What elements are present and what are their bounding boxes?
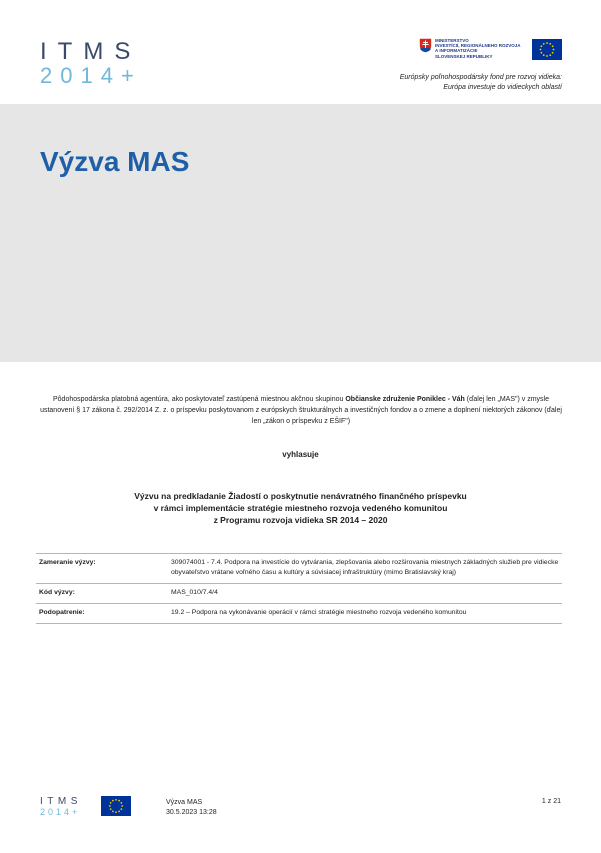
table-row xyxy=(36,584,562,604)
organization-name: Občianske združenie Poniklec - Váh xyxy=(345,396,465,403)
table-row xyxy=(36,604,562,624)
row-value: 309074001 - 7.4. Podpora na investície do vytvárania, zlepšovania alebo rozširovania miestnych základných služieb pre vidiecke obyvateľstvo vrátane voľného času a kultúry a súvisiacej infraštruktúry (mimo Bratislavský kraj) xyxy=(168,554,562,584)
intro-text: (ďalej len „MAS") v zmysle ustanovení § 17 zákona č. 292/2014 Z. z. o príspevku poskytovanom z európskych štrukturálnych a investičných fondov a o zmene a doplnení niektorých zákonov (ďalej len „zákon o príspevku z EŠIF") xyxy=(40,396,562,425)
row-label: Zameranie výzvy: xyxy=(36,554,168,584)
footer-itms-logo xyxy=(40,797,82,817)
footer-doc-info xyxy=(166,798,217,818)
ministry-line: INVESTÍCIÍ, REGIONÁLNEHO ROZVOJA xyxy=(435,43,521,49)
row-value: MAS_010/7.4/4 xyxy=(168,584,562,604)
call-title-line: v rámci implementácie stratégie miestneho rozvoja vedeného komunitou xyxy=(153,503,448,513)
eafrd-line: Európsky poľnohospodársky fond pre rozvoj vidieka: xyxy=(399,74,562,81)
ministry-line: A INFORMATIZÁCIE xyxy=(435,48,478,54)
call-info-table xyxy=(36,553,562,624)
slovak-crest-icon xyxy=(419,38,432,53)
ministry-line: SLOVENSKEJ REPUBLIKY xyxy=(435,53,493,59)
itms-logo-bottom: 2014+ xyxy=(40,63,142,88)
ministry-text xyxy=(435,38,521,59)
itms-logo-top: ITMS xyxy=(40,38,142,65)
footer-doc-title: Výzva MAS xyxy=(166,799,203,806)
footer-logo-top: ITMS xyxy=(40,796,82,807)
intro-text: Pôdohospodárska platobná agentúra, ako poskytovateľ zastúpená miestnou akčnou skupinou xyxy=(53,396,346,403)
row-value: 19.2 – Podpora na vykonávanie operácií v rámci stratégie miestneho rozvoja vedeného komunitou xyxy=(168,604,562,624)
footer-eu-flag-icon xyxy=(101,796,131,816)
row-label: Kód výzvy: xyxy=(36,584,168,604)
call-title-line: z Programu rozvoja vidieka SR 2014 – 2020 xyxy=(213,515,388,525)
footer-logo-bottom: 2014+ xyxy=(40,807,81,817)
call-title xyxy=(60,490,541,526)
ministry-line: MINISTERSTVO xyxy=(435,38,469,43)
ministry-logo xyxy=(419,38,521,59)
row-label: Podopatrenie: xyxy=(36,604,168,624)
page-number: 1 z 21 xyxy=(541,798,561,805)
title-banner xyxy=(0,104,601,362)
page-title: Výzva MAS xyxy=(40,146,190,177)
announce-verb: vyhlasuje xyxy=(282,450,319,459)
eafrd-tagline xyxy=(400,73,562,93)
intro-paragraph xyxy=(36,394,566,427)
table-row xyxy=(36,554,562,584)
itms-logo xyxy=(40,40,142,88)
eu-flag-icon xyxy=(532,39,562,60)
eafrd-line: Európa investuje do vidieckych oblastí xyxy=(443,84,562,91)
footer-timestamp: 30.5.2023 13:28 xyxy=(166,809,217,816)
call-title-line: Výzvu na predkladanie Žiadostí o poskytnutie nenávratného finančného príspevku xyxy=(134,491,467,501)
